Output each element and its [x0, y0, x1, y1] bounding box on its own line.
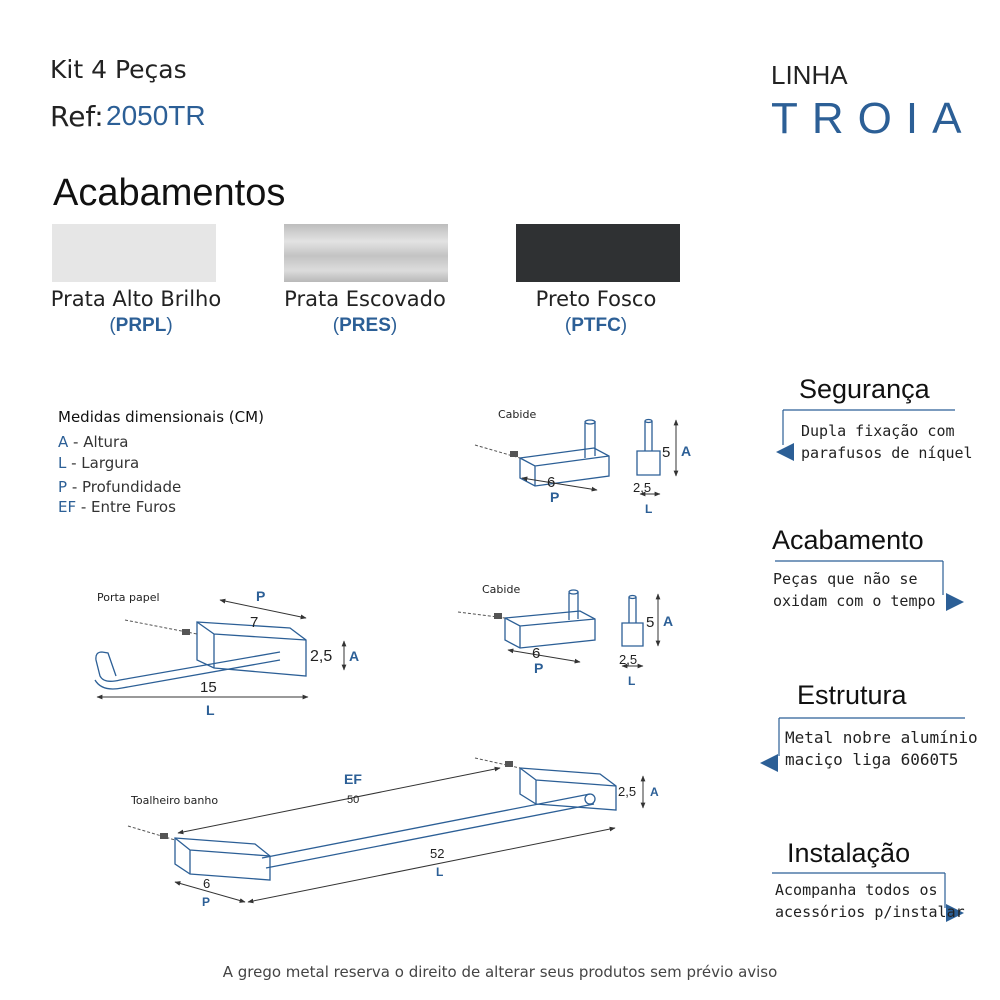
dim-value: 2,5: [633, 480, 652, 495]
drawing-label: Cabide: [498, 408, 537, 421]
dim-key: A: [663, 613, 674, 629]
dim-key: L: [436, 865, 444, 879]
finish-name: Preto Fosco: [535, 287, 657, 311]
ref-value: 2050TR: [106, 100, 206, 131]
dim-key: L: [628, 674, 636, 688]
ref-label: Ref:: [50, 100, 104, 133]
finish-code: (PTFC): [564, 315, 628, 336]
dim-key: A: [650, 785, 659, 799]
feature-text: Metal nobre alumínio maciço liga 6060T5: [785, 728, 978, 769]
line-name: TROIA: [771, 94, 976, 143]
dim-value: 5: [662, 444, 671, 461]
finish-name: Prata Alto Brilho: [50, 287, 222, 311]
footer-disclaimer: A grego metal reserva o direito de alterar seus produtos sem prévio aviso: [222, 963, 778, 981]
drawing-label: Toalheiro banho: [131, 794, 219, 807]
arrow-left-icon: [760, 754, 778, 772]
dim-value: 6: [203, 876, 211, 891]
feature-text: Dupla fixação com parafusos de níquel: [801, 422, 973, 462]
dim-key: P: [256, 588, 266, 604]
dim-value: 5: [646, 614, 655, 631]
feature-title: Acabamento: [772, 525, 924, 555]
legend-item: EF - Entre Furos: [58, 498, 176, 516]
dim-value: 15: [200, 679, 217, 696]
legend-item: L - Largura: [58, 454, 140, 472]
finish-code: (PRPL): [109, 315, 173, 336]
dim-value: 6: [547, 474, 556, 491]
legend-title: Medidas dimensionais (CM): [58, 408, 264, 426]
dim-key: L: [645, 502, 653, 516]
dim-key: A: [681, 443, 692, 459]
dim-value: 2,5: [619, 652, 638, 667]
dim-value: 52: [430, 846, 445, 861]
dim-key: P: [202, 895, 211, 909]
dim-key: P: [550, 489, 560, 505]
dim-key: L: [206, 702, 215, 718]
finish-name: Prata Escovado: [284, 287, 446, 311]
cabide-top-drawing: [520, 420, 660, 487]
dim-value: 2,5: [618, 784, 637, 799]
finishes-title: Acabamentos: [53, 172, 286, 214]
drawing-label: Porta papel: [97, 591, 160, 604]
feature-text: Acompanha todos os acessórios p/instalar: [775, 881, 965, 921]
feature-title: Segurança: [799, 374, 930, 404]
drawing-label: Cabide: [482, 583, 521, 596]
finish-code: (PRES): [332, 315, 398, 336]
toalheiro-drawing: [175, 768, 616, 880]
line-label: LINHA: [771, 60, 848, 90]
arrow-left-icon: [776, 443, 794, 461]
arrow-right-icon: [946, 593, 964, 611]
dim-value: 7: [250, 614, 259, 631]
feature-title: Estrutura: [797, 680, 907, 710]
dim-key: P: [534, 660, 544, 676]
dim-value: 50: [347, 794, 360, 806]
legend-item: A - Altura: [58, 433, 129, 451]
dim-key: EF: [344, 771, 362, 787]
dim-key: A: [349, 648, 360, 664]
dim-value: 6: [532, 645, 541, 662]
feature-title: Instalação: [787, 838, 911, 868]
kit-title: Kit 4 Peças: [50, 55, 187, 84]
legend-item: P - Profundidade: [58, 478, 182, 496]
dim-value: 2,5: [310, 648, 333, 665]
feature-text: Peças que não se oxidam com o tempo: [773, 570, 936, 610]
cabide-mid-drawing: [505, 590, 643, 648]
